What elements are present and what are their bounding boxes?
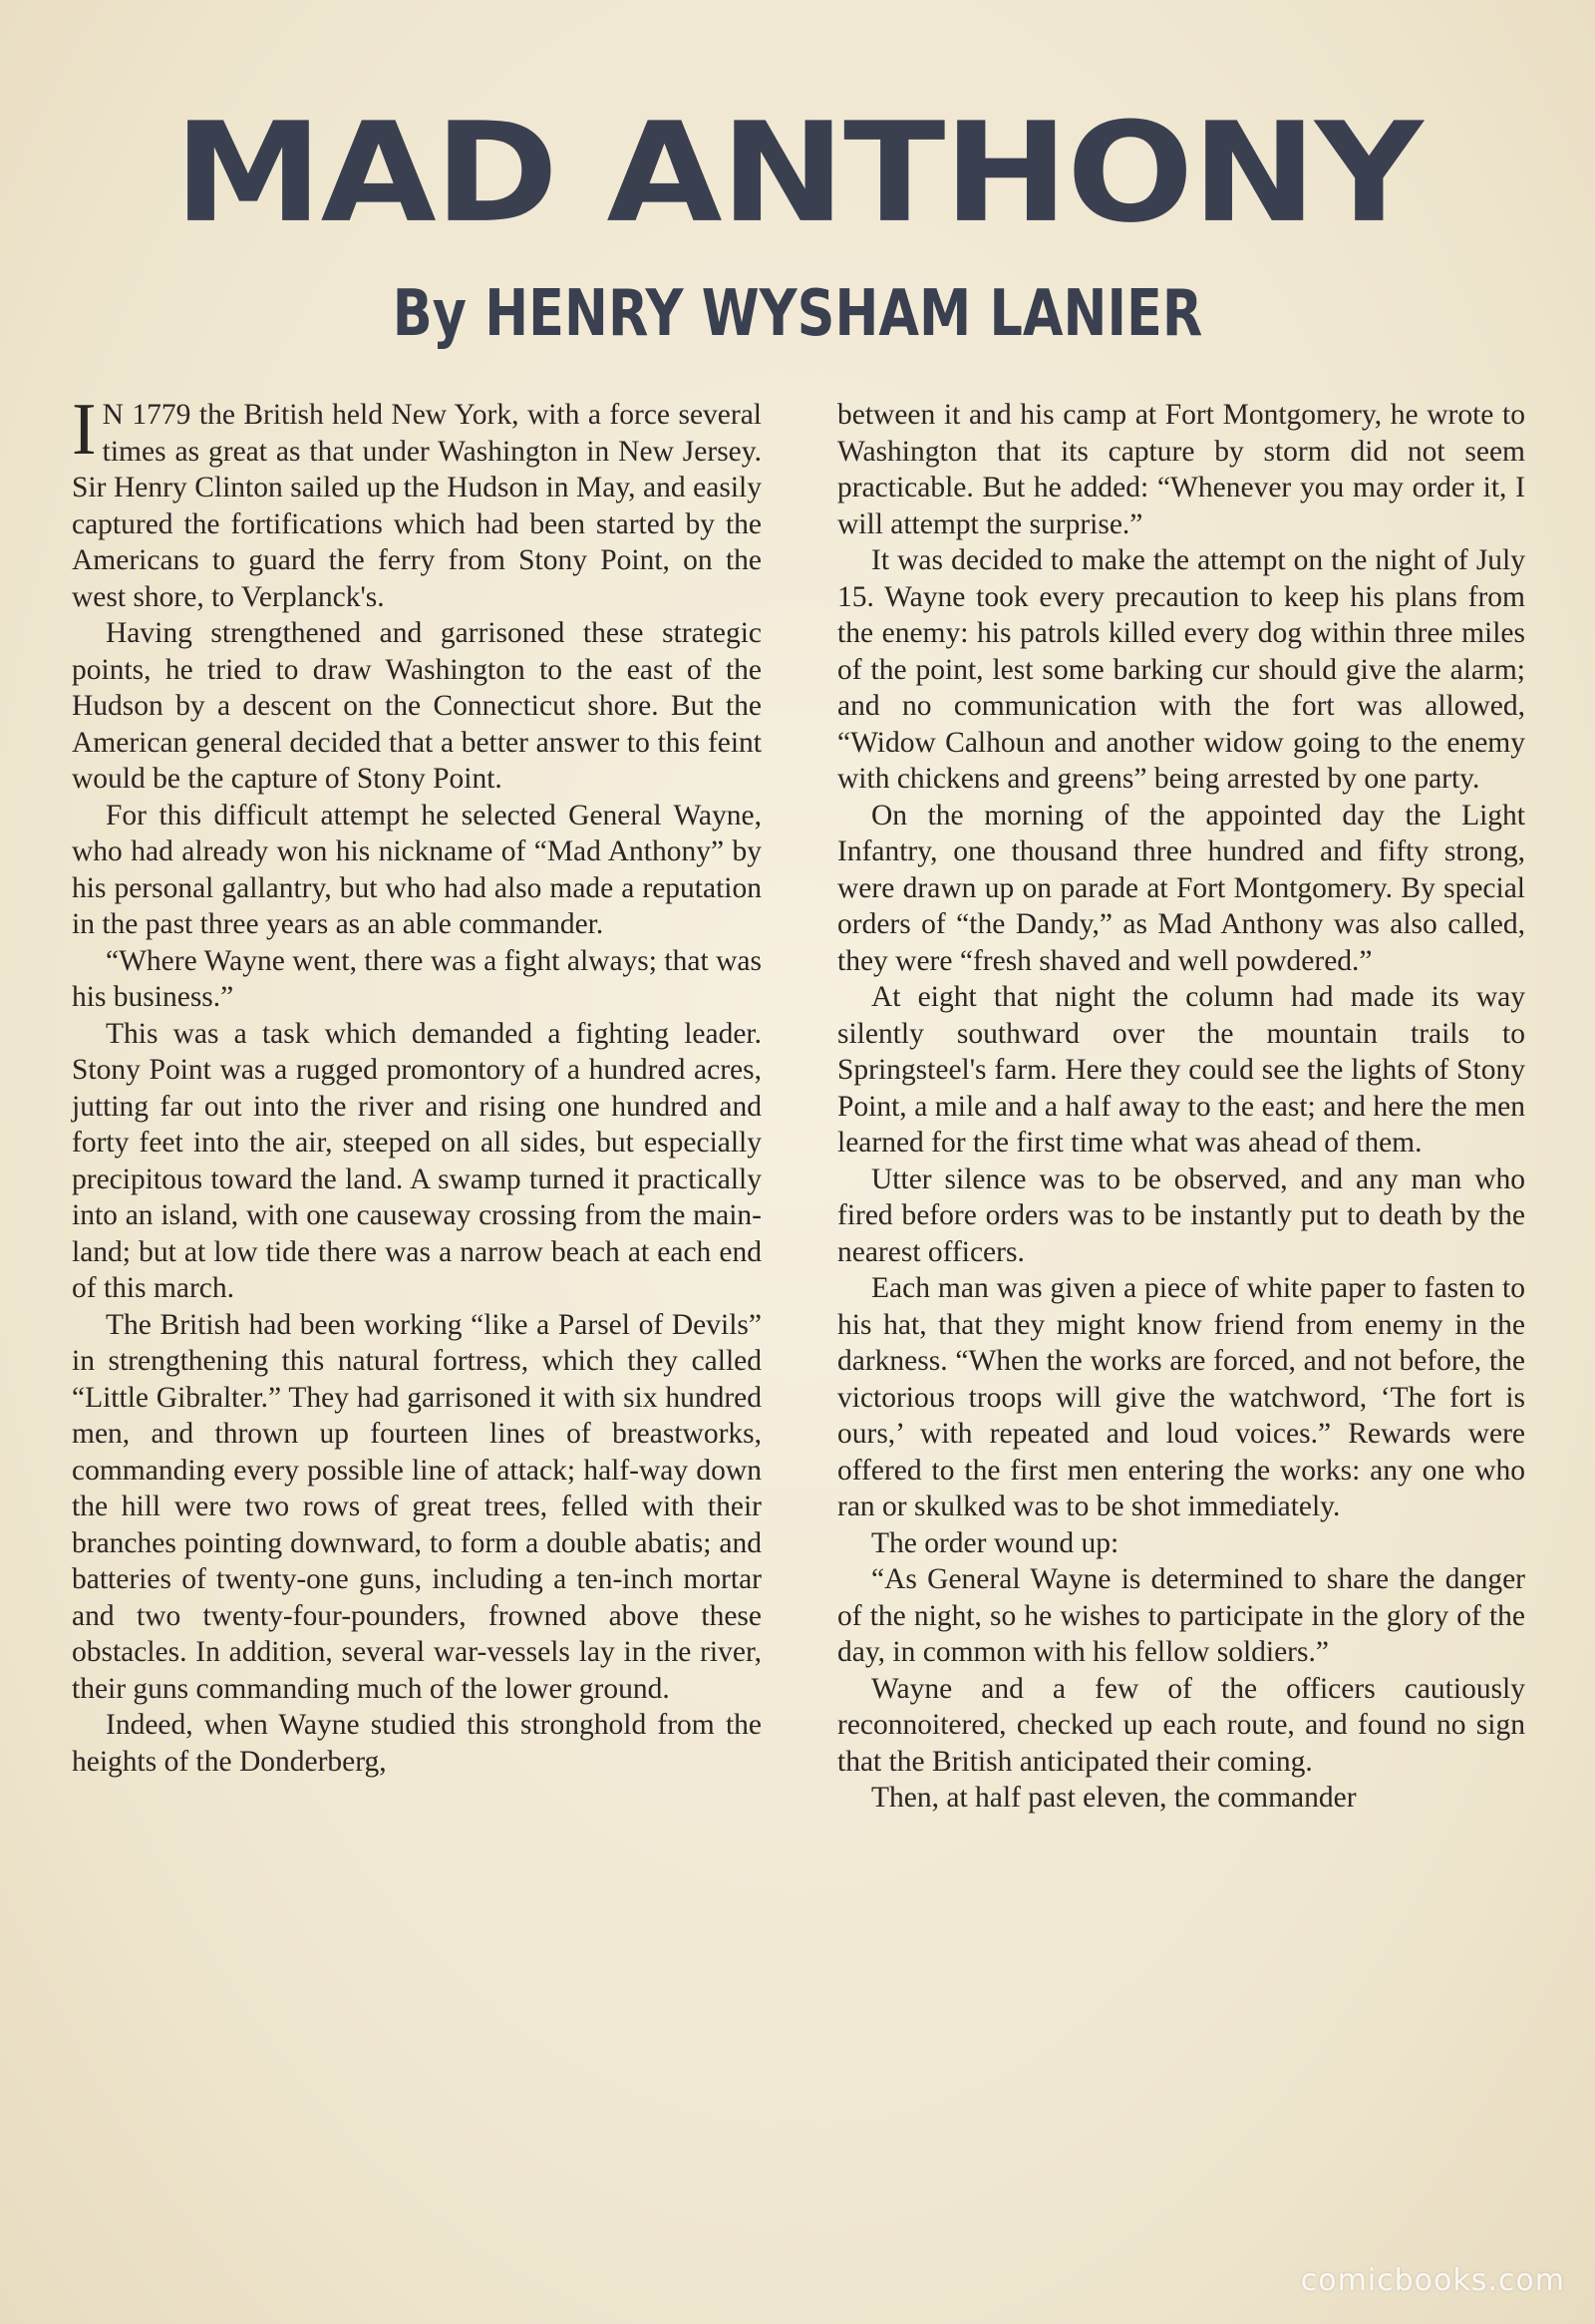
paragraph: The order wound up:: [871, 1526, 1119, 1559]
paragraph: between it and his camp at Fort Montgomery, he wrote to Washington that its capture by storm did not seem practicable. But he added: “Whenever you may order it, I will attempt the surprise.”: [837, 399, 1525, 540]
paragraph: “As General Wayne is determined to share the danger of the night, so he wishes to participate in the glory of the day, in common with his fellow soldiers.”: [837, 1563, 1525, 1668]
article-title: MAD ANTHONY: [173, 93, 1422, 254]
paragraph: It was decided to make the attempt on the night of July 15. Wayne took every precaution to keep his plans from the enemy: his patrols killed every dog within three miles of the point, lest some barking cur should give the alarm; and no communication with the fort was allowed, “Widow Calhoun and another widow going to the enemy with chickens and greens” being arrested by one party.: [837, 544, 1525, 795]
paragraph: At eight that night the column had made its way silently southward over the mountain trails to Springsteel's farm. Here they could see the lights of Stony Point, a mile and a half away to the east; and here the men learned for the first time what was ahead of them.: [837, 981, 1525, 1159]
left-column: [72, 389, 762, 1780]
paragraph: For this difficult attempt he selected General Wayne, who had already won his nickname of “Mad Anthony” by his personal gallantry, but who had also made a reputation in the past three years as an able commander.: [72, 799, 762, 940]
paragraph-text: N 1779 the British held New York, with a force several times as great as that under Washington in New Jersey. Sir Henry Clinton sailed up the Hudson in May, and easily captured the fortifications which had been started by the Americans to guard the ferry from Stony Point, on the west shore, to Verplanck's.: [72, 399, 762, 613]
paragraph: Utter silence was to be observed, and any man who fired before orders was to be instantly put to death by the nearest officers.: [837, 1162, 1525, 1268]
paragraph: Then, at half past eleven, the commander: [871, 1782, 1357, 1814]
paragraph: Having strengthened and garrisoned these strategic points, he tried to draw Washington to the east of the Hudson by a descent on the Connecticut shore. But the American general decided that a better answer to this feint would be the capture of Stony Point.: [72, 617, 762, 795]
article-byline: By HENRY WYSHAM LANIER: [392, 277, 1203, 351]
paragraph: “Where Wayne went, there was a fight always; that was his business.”: [72, 944, 762, 1013]
right-column: [837, 397, 1525, 1817]
paragraph: This was a task which demanded a fighting leader. Stony Point was a rugged promontory of a hundred acres, jutting far out into the river and rising one hundred and forty feet into the air, steeped on all sides, but especially precipitous toward the land. A swamp turned it practically into an island, with one causeway crossing from the mainland; but at low tide there was a narrow beach at each end of this march.: [72, 1017, 762, 1304]
paragraph: On the morning of the appointed day the Light Infantry, one thousand three hundred and fifty strong, were drawn up on parade at Fort Montgomery. By special orders of “the Dandy,” as Mad Anthony was also called, they were “fresh shaved and well powdered.”: [837, 799, 1525, 977]
paragraph: The British had been working “like a Parsel of Devils” in strengthening this natural fortress, which they called “Little Gibralter.” They had garrisoned it with six hundred men, and thrown up fourteen lines of breastworks, commanding every possible line of attack; half-way down the hill were two rows of great trees, felled with their branches pointing downward, to form a double abatis; and batteries of twenty-one guns, including a ten-inch mortar and two twenty-four-pounders, frowned above these obstacles. In addition, several war-vessels lay in the river, their guns commanding much of the lower ground.: [72, 1308, 762, 1705]
site-watermark: comicbooks.com: [1300, 2263, 1565, 2298]
paragraph: Each man was given a piece of white paper to fasten to his hat, that they might know friend from enemy in the darkness. “When the works are forced, and not before, the victorious troops will give the watchword, ‘The fort is ours,’ with repeated and loud voices.” Rewards were offered to the first men entering the works: any one who ran or skulked was to be shot immediately.: [837, 1272, 1525, 1522]
paragraph: Indeed, when Wayne studied this stronghold from the heights of the Donderberg,: [72, 1709, 762, 1778]
paragraph: [72, 389, 762, 615]
paragraph: Wayne and a few of the officers cautiously reconnoitered, checked up each route, and found no sign that the British anticipated their coming.: [837, 1672, 1525, 1778]
drop-cap: I: [72, 389, 97, 471]
